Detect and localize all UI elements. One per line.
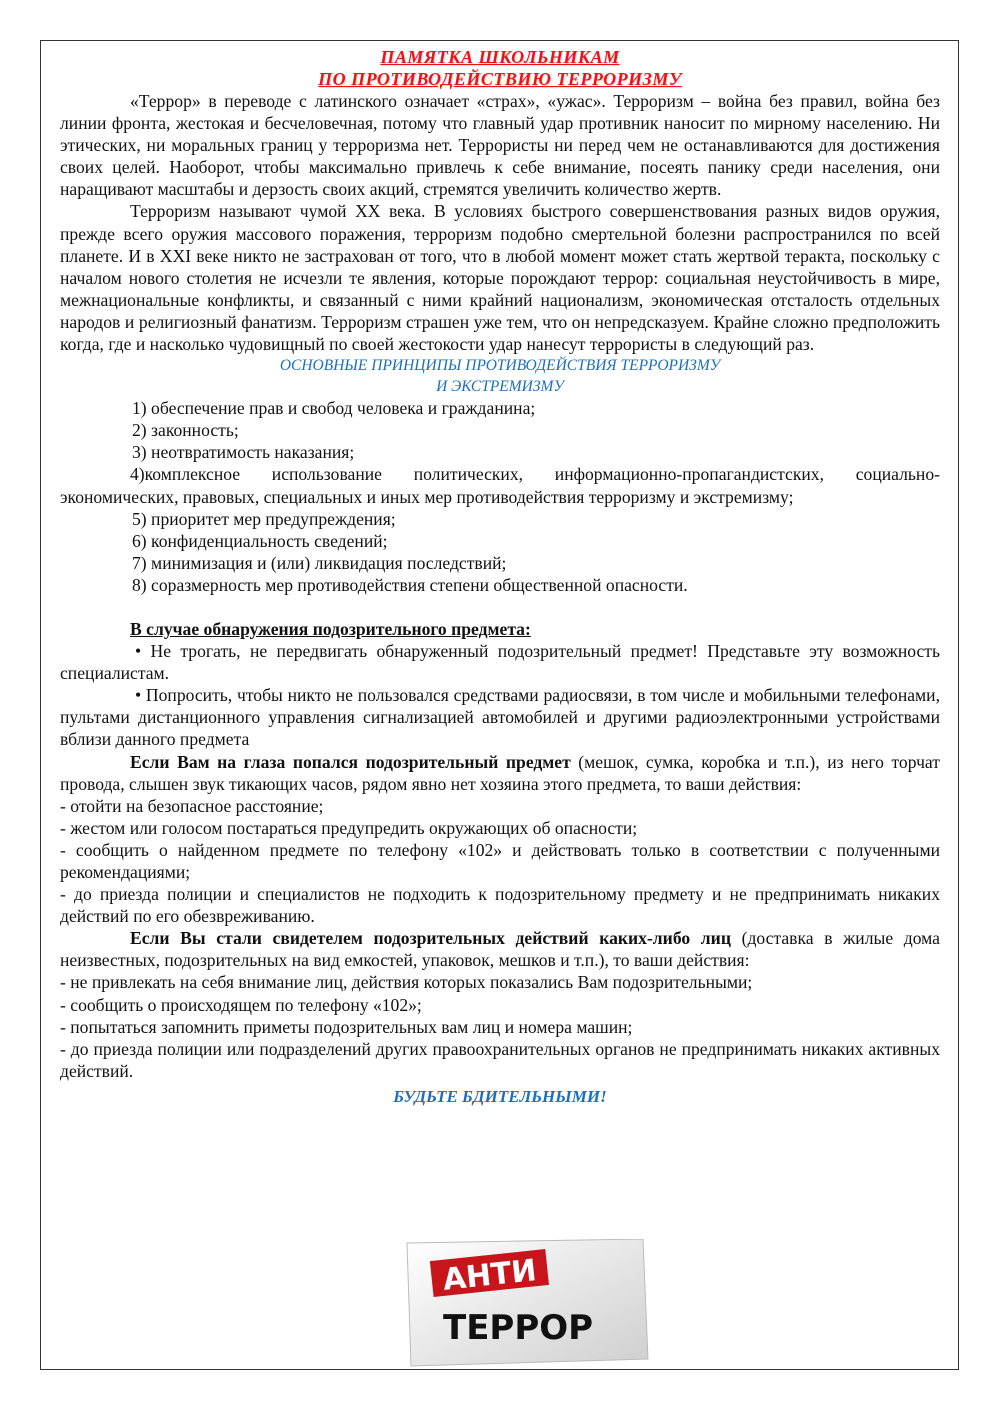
principle-item: 8) соразмерность мер противодействия степени общественной опасности. [132,574,688,595]
suspicious-object-lead-bold: Если Вам на глаза попался подозрительный предмет [130,751,571,772]
spacer [60,596,940,618]
intro-paragraph-1: «Террор» в переводе с латинского означает «страх», «ужас». Терроризм – война без правил, война без линии фронта, жестокая и бесчеловечная, потому что главный удар противник наносит по мирному населению. Ни этических, ни моральных границ у терроризма нет. Террористы ни перед чем не останавливаются для достижения своих целей. Наоборот, чтобы максимально привлечь к себе внимание, посеять панику среди населения, они наращивают масштабы и дерзость своих акций, стремятся увеличить количество жертв. [60,91,940,200]
intro-paragraph-2: Терроризм называют чумой ХХ века. В условиях быстрого совершенствования разных видов оружия, прежде всего оружия массового поражения, терроризм подобно смертельной болезни распространился по всей планете. И в XXI веке никто не застрахован от того, что в любой момент может стать жертвой теракта, поскольку с началом нового столетия не исчезли те явления, которые порождают террор: социальная неустойчивость в мире, межнациональные конфликты, и связанный с ними крайний национализм, экономическая отсталость отдельных народов и религиозный фанатизм. Терроризм страшен уже тем, что он непредсказуем. Крайне сложно предположить когда, где и насколько чудовищный по своей жестокости удар нанесут террористы в следующий раз. [60,201,940,355]
suspicious-object-lead [60,751,940,795]
suspicious-object-lead-rest: (мешок, сумка, коробка и т.п.), из него торчат провода, слышен звук тикающих часов, рядом явно нет хозяина этого предмета, то ваши действия: [60,751,940,794]
logo-anti-text: АНТИ [441,1253,539,1298]
witness-action: - не привлекать на себя внимание лиц, действия которых показались Вам подозрительными; [60,972,753,993]
logo-terror-text: ТЕРРОР [443,1308,594,1348]
principle-item: 4)комплексное использование политических, информационно-пропагандистских, социально-экономических, правовых, специальных и иных мер противодействия терроризму и экстремизму; [60,464,940,507]
principle-item: 7) минимизация и (или) ликвидация последствий; [132,552,507,573]
suspicious-object-heading [60,618,940,640]
witness-lead-rest: (доставка в жилые дома неизвестных, подозрительных на вид емкостей, упаковок, мешков и т.п.), то ваши действия: [60,928,940,971]
title-line-1: ПАМЯТКА ШКОЛЬНИКАМ [380,47,620,67]
principles-heading [60,355,940,397]
witness-lead-bold: Если Вы стали свидетелем подозрительных действий каких-либо лиц [130,928,731,949]
principle-item: 5) приоритет мер предупреждения; [132,508,396,529]
anti-terror-logo-graphic [405,1239,650,1367]
suspicious-bullet: • Не трогать, не передвигать обнаруженный подозрительный предмет! Представьте эту возможность специалистам. [60,641,940,684]
principles-heading-line-2: И ЭКСТРЕМИЗМУ [436,378,564,396]
principle-item: 6) конфиденциальность сведений; [132,530,388,551]
witness-action: - сообщить о происходящем по телефону «102»; [60,994,422,1015]
principles-heading-line-1: ОСНОВНЫЕ ПРИНЦИПЫ ПРОТИВОДЕЙСТВИЯ ТЕРРОРИЗМУ [279,357,721,375]
document-title [60,46,940,90]
witness-lead [60,927,940,971]
document-body [60,46,940,1108]
suspicious-action: - сообщить о найденном предмете по телефону «102» и действовать только в соответствии с полученными рекомендациями; [60,839,940,882]
principle-item: 2) законность; [132,420,239,441]
title-line-2: ПО ПРОТИВОДЕЙСТВИЮ ТЕРРОРИЗМУ [318,69,682,89]
suspicious-action: - до приезда полиции и специалистов не подходить к подозрительному предмету и не предпринимать никаких действий по его обезвреживанию. [60,884,940,927]
vigilance-slogan: БУДЬТЕ БДИТЕЛЬНЫМИ! [393,1086,607,1106]
witness-action: - до приезда полиции или подразделений других правоохранительных органов не предпринимать никаких активных действий. [60,1038,940,1081]
suspicious-object-heading-text: В случае обнаружения подозрительного предмета: [130,618,531,639]
suspicious-action: - отойти на безопасное расстояние; [60,795,324,816]
witness-action: - попытаться запомнить приметы подозрительных вам лиц и номера машин; [60,1016,633,1037]
principles-list [60,397,940,596]
suspicious-action: - жестом или голосом постараться предупредить окружающих об опасности; [60,817,638,838]
suspicious-bullet: • Попросить, чтобы никто не пользовался средствами радиосвязи, в том числе и мобильными телефонами, пультами дистанционного управления сигнализацией автомобилей и другими радиоэлектронными устройствами вблизи данного предмета [60,685,940,750]
principle-item: 3) неотвратимость наказания; [132,442,355,463]
anti-terror-logo [405,1239,650,1367]
principle-item: 1) обеспечение прав и свобод человека и гражданина; [132,398,536,419]
